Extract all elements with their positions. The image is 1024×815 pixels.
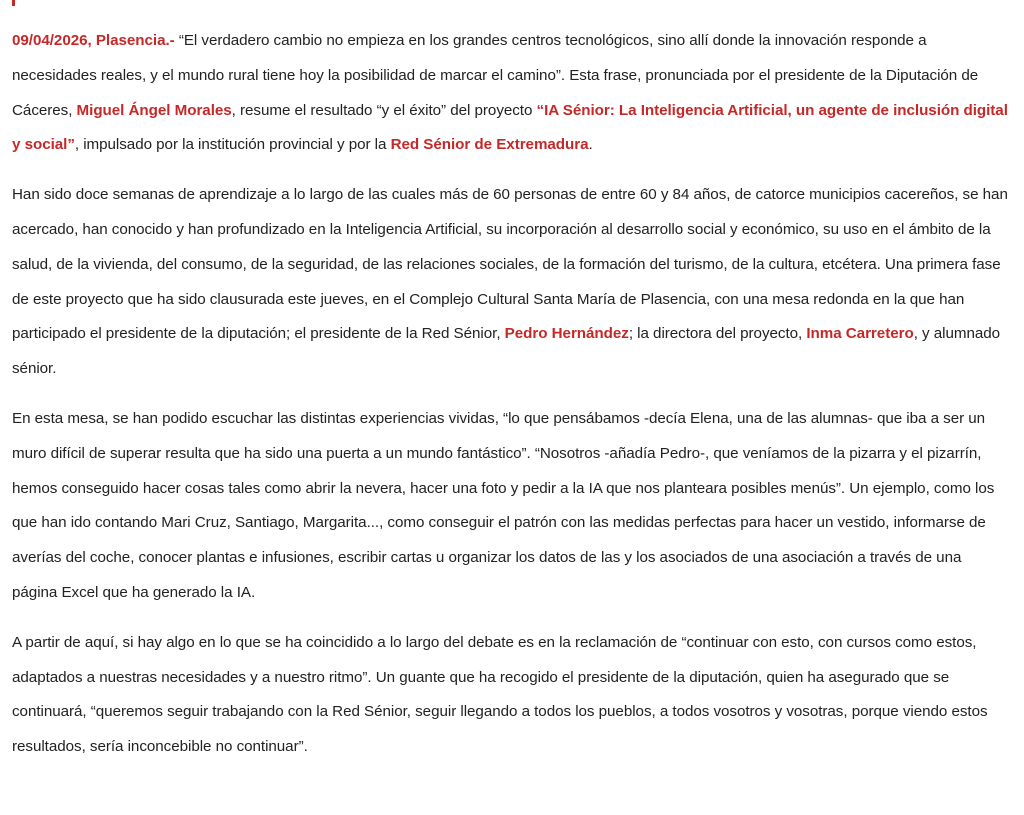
link-pedro-hernandez[interactable]: Pedro Hernández: [504, 325, 629, 343]
paragraph-2: [12, 178, 1010, 387]
dateline: 09/04/2026, Plasencia.-: [12, 32, 175, 49]
paragraph-1-text-3: , impulsado por la institución provincial y por la: [74, 136, 391, 154]
paragraph-1-text-1: “El verdadero cambio no empieza en los grandes centros tecnológicos, sino allí donde la innovación responde a necesidades reales, y el mundo rural tiene hoy la posibilidad de marcar el camino”. Esta frase, pronunciada por el presidente de la Diputación de Cáceres,: [12, 32, 979, 119]
link-miguel-angel-morales[interactable]: Miguel Ángel Morales: [76, 101, 232, 119]
paragraph-2-text-1: Han sido doce semanas de aprendizaje a lo largo de las cuales más de 60 personas de entre 60 y 84 años, de catorce municipios cacereños, se han acercado, han conocido y han profundizado en la Inteligencia Artificial, su incorporación al desarrollo social y económico, su uso en el ámbito de la salud, de la vivienda, del consumo, de la seguridad, de las relaciones sociales, de la formación del turismo, de la cultura, etcétera. Una primera fase de este proyecto que ha sido clausurada este jueves, en el Complejo Cultural Santa María de Plasencia, con una mesa redonda en la que han participado el presidente de la diputación; el presidente de la Red Sénior,: [12, 186, 1008, 343]
paragraph-2-text-3: , y alumnado sénior.: [12, 325, 1001, 378]
top-accent-mark: [12, 0, 15, 6]
paragraph-3: En esta mesa, se han podido escuchar las distintas experiencias vividas, “lo que pensábamos -decía Elena, una de las alumnas- que iba a ser un muro difícil de superar resulta que ha sido una puerta a un mundo fantástico”. “Nosotros -añadía Pedro-, que veníamos de la pizarra y el pizarrín, hemos conseguido hacer cosas tales como abrir la nevera, hacer una foto y pedir a la IA que nos planteara posibles menús”. Un ejemplo, como los que han ido contando Mari Cruz, Santiago, Margarita..., como conseguir el patrón con las medidas perfectas para hacer un vestido, informarse de averías del coche, conocer plantas e infusiones, escribir cartas u organizar los datos de las y los asociados de una asociación a través de una página Excel que ha generado la IA.: [12, 409, 995, 601]
paragraph-1: [12, 24, 1010, 163]
paragraph-4: A partir de aquí, si hay algo en lo que se ha coincidido a lo largo del debate es en la reclamación de “continuar con esto, con cursos como estos, adaptados a nuestras necesidades y a nuestro ritmo”. Un guante que ha recogido el presidente de la diputación, quien ha asegurado que se continuará, “queremos seguir trabajando con la Red Sénior, seguir llegando a todos los pueblos, a todos vosotros y vosotras, porque viendo estos resultados, sería inconcebible no continuar”.: [12, 633, 988, 756]
article-body: [12, 24, 1010, 780]
paragraph-1-text-4: .: [588, 136, 593, 154]
paragraph-1-text-2: , resume el resultado “y el éxito” del proyecto: [231, 101, 537, 119]
link-project-title[interactable]: “IA Sénior: La Inteligencia Artificial, un agente de inclusión digital y social”: [12, 101, 1008, 154]
link-red-senior[interactable]: Red Sénior de Extremadura: [390, 136, 589, 154]
link-inma-carretero[interactable]: Inma Carretero: [806, 325, 914, 343]
paragraph-2-text-2: ; la directora del proyecto,: [628, 325, 807, 343]
